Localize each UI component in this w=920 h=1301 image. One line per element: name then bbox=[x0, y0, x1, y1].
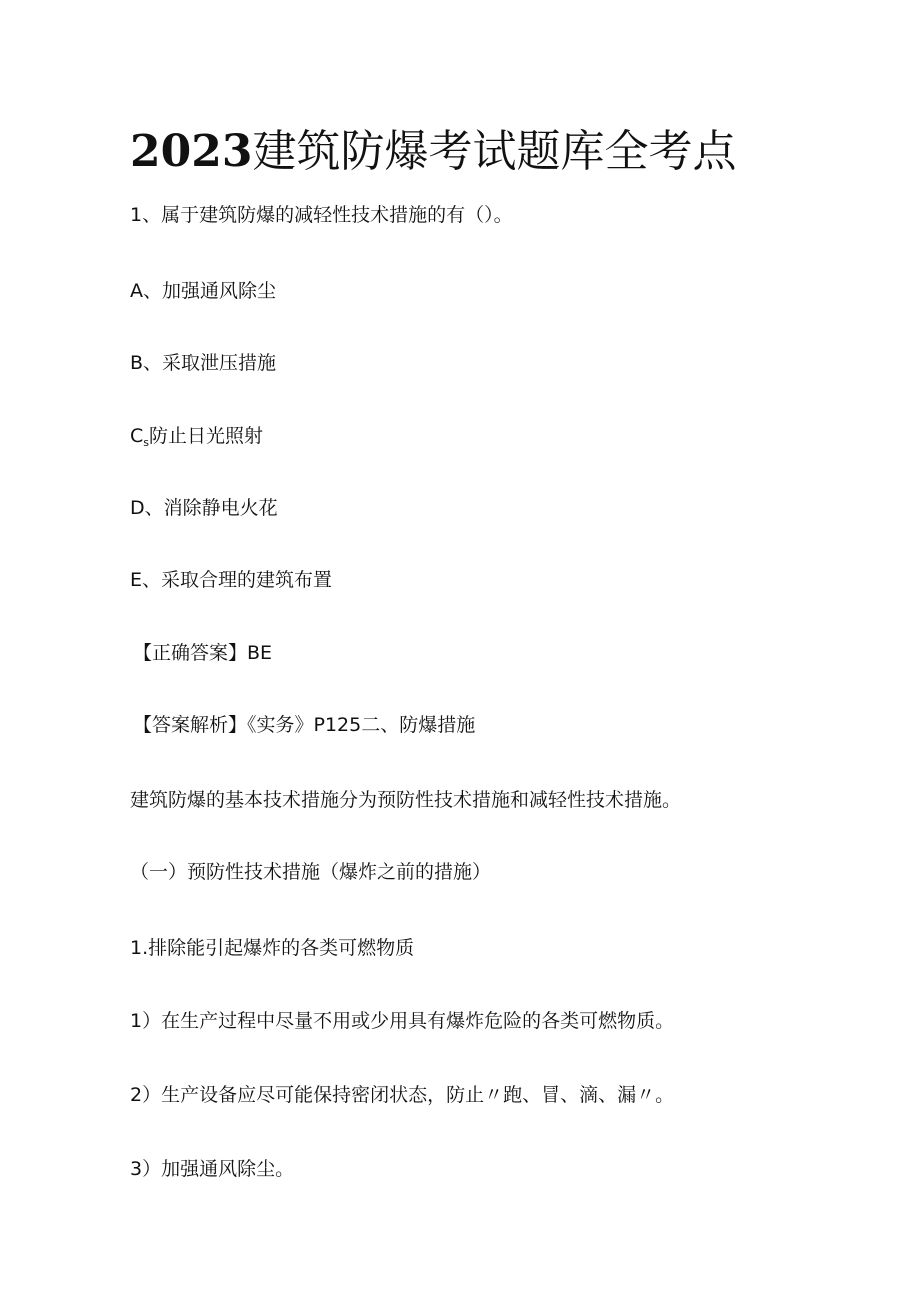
option-c-letter: C bbox=[130, 425, 144, 447]
subsection-heading: 1.排除能引起爆炸的各类可燃物质 bbox=[130, 937, 415, 959]
title-text: 建筑防爆考试题库全考点 bbox=[252, 126, 737, 177]
option-c-mark: s bbox=[143, 436, 150, 449]
list-item: 3）加强通风除尘。 bbox=[130, 1158, 295, 1180]
list-item: 2）生产设备应尽可能保持密闭状态，防止〃跑、冒、滴、漏〃。 bbox=[130, 1084, 675, 1106]
option-b: B、采取泄压措施 bbox=[130, 352, 277, 374]
title-year: 2023 bbox=[130, 126, 253, 177]
document-title bbox=[130, 124, 736, 180]
section-heading: （一）预防性技术措施（爆炸之前的措施） bbox=[130, 861, 492, 883]
option-d: D、消除静电火花 bbox=[130, 497, 278, 519]
correct-answer: 【正确答案】BE bbox=[133, 642, 273, 664]
option-c-text: 防止日光照射 bbox=[149, 425, 264, 447]
option-e: E、采取合理的建筑布置 bbox=[130, 569, 333, 591]
answer-analysis: 【答案解析】《实务》P125二、防爆措施 bbox=[133, 714, 476, 736]
list-item: 1）在生产过程中尽量不用或少用具有爆炸危险的各类可燃物质。 bbox=[130, 1010, 675, 1032]
option-c bbox=[130, 423, 263, 456]
option-a: A、加强通风除尘 bbox=[130, 280, 276, 302]
body-paragraph: 建筑防爆的基本技术措施分为预防性技术措施和减轻性技术措施。 bbox=[130, 789, 682, 811]
question-text: 1、属于建筑防爆的减轻性技术措施的有（）。 bbox=[130, 204, 513, 226]
